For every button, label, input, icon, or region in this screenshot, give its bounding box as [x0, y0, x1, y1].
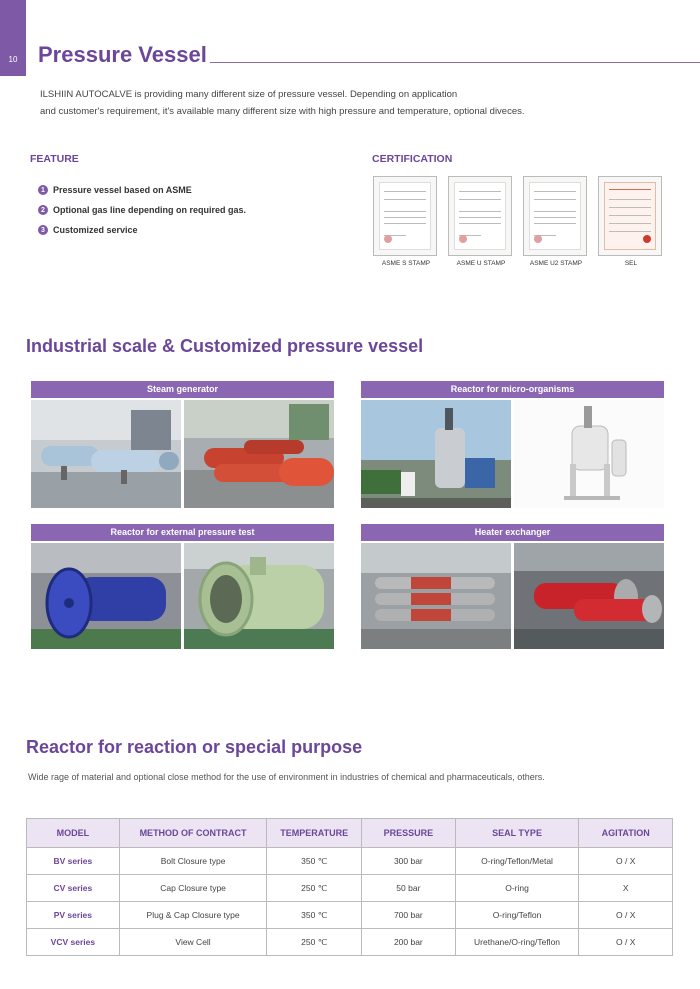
heat-exchanger-photo-2	[514, 543, 664, 649]
cell-method: Plug & Cap Closure type	[119, 902, 267, 929]
page-title: Pressure Vessel	[38, 42, 207, 67]
reactor-heading: Reactor for reaction or special purpose	[26, 737, 363, 757]
feature-item-text: Optional gas line depending on required gas.	[53, 205, 247, 215]
cell-temperature: 250 ℃	[267, 875, 362, 902]
heat-exchanger-photo-1	[361, 543, 511, 649]
micro-organism-reactor-photo-2	[514, 400, 664, 508]
cell-agitation: O / X	[579, 929, 673, 956]
certificate-image	[373, 176, 437, 256]
page-number-tab	[0, 0, 26, 76]
micro-organism-reactor-photo-1	[361, 400, 511, 508]
steam-generator-photo-2	[184, 400, 334, 508]
category-bar-reactor-micro-organisms: Reactor for micro-organisms	[361, 381, 664, 398]
cell-model: BV series	[27, 848, 120, 875]
reactor-description: Wide rage of material and optional close method for the use of environment in industries of chemical and pharmaceuticals, others.	[28, 772, 545, 782]
spec-table	[26, 818, 673, 956]
external-pressure-reactor-photo-2	[184, 543, 334, 649]
external-pressure-reactor-photo-1	[31, 543, 181, 649]
cell-seal-type: O-ring/Teflon/Metal	[455, 848, 579, 875]
cell-model: CV series	[27, 875, 120, 902]
feature-number-badge: 3	[38, 225, 48, 235]
table-row	[27, 902, 673, 929]
cell-method: Bolt Closure type	[119, 848, 267, 875]
certificate-asme-u	[448, 176, 514, 267]
cell-model: VCV series	[27, 929, 120, 956]
cell-temperature: 350 ℃	[267, 848, 362, 875]
cell-agitation: X	[579, 875, 673, 902]
steam-generator-photo-1	[31, 400, 181, 508]
column-header-temperature: TEMPERATURE	[267, 819, 362, 848]
certificate-caption: ASME U2 STAMP	[529, 260, 583, 267]
cell-method: View Cell	[119, 929, 267, 956]
cell-temperature: 250 ℃	[267, 929, 362, 956]
table-row	[27, 929, 673, 956]
feature-item	[38, 220, 246, 240]
feature-number-badge: 2	[38, 205, 48, 215]
title-rule	[210, 62, 700, 63]
cell-method: Cap Closure type	[119, 875, 267, 902]
certificate-image	[523, 176, 587, 256]
certificate-image	[598, 176, 662, 256]
certificate-caption: ASME S STAMP	[381, 260, 431, 267]
column-header-agitation: AGITATION	[579, 819, 673, 848]
certificate-caption: ASME U STAMP	[456, 260, 506, 267]
category-bar-heater-exchanger: Heater exchanger	[361, 524, 664, 541]
feature-item	[38, 200, 246, 220]
intro-line-1: ILSHIIN AUTOCALVE is providing many different size of pressure vessel. Depending on application	[40, 89, 458, 100]
category-bar-external-pressure-test: Reactor for external pressure test	[31, 524, 334, 541]
certificate-sel	[598, 176, 664, 267]
column-header-pressure: PRESSURE	[362, 819, 456, 848]
feature-item-text: Pressure vessel based on ASME	[53, 185, 192, 195]
cell-seal-type: O-ring/Teflon	[455, 902, 579, 929]
cell-pressure: 700 bar	[362, 902, 456, 929]
category-bar-steam-generator: Steam generator	[31, 381, 334, 398]
certificate-asme-s	[373, 176, 439, 267]
cell-model: PV series	[27, 902, 120, 929]
cell-pressure: 50 bar	[362, 875, 456, 902]
column-header-seal-type: SEAL TYPE	[455, 819, 579, 848]
certificate-asme-u2	[523, 176, 589, 267]
feature-list	[38, 180, 246, 240]
table-row	[27, 848, 673, 875]
feature-item	[38, 180, 246, 200]
page-number: 10	[8, 55, 18, 64]
cell-agitation: O / X	[579, 902, 673, 929]
column-header-method: METHOD OF CONTRACT	[119, 819, 267, 848]
industrial-heading: Industrial scale & Customized pressure vessel	[26, 336, 424, 356]
table-header-row	[27, 819, 673, 848]
certification-heading: CERTIFICATION	[372, 153, 453, 165]
feature-number-badge: 1	[38, 185, 48, 195]
cell-agitation: O / X	[579, 848, 673, 875]
cell-seal-type: O-ring	[455, 875, 579, 902]
certificate-image	[448, 176, 512, 256]
intro-text	[40, 86, 680, 120]
column-header-model: MODEL	[27, 819, 120, 848]
cell-pressure: 200 bar	[362, 929, 456, 956]
cell-pressure: 300 bar	[362, 848, 456, 875]
cell-temperature: 350 ℃	[267, 902, 362, 929]
intro-line-2: and customer's requirement, it's available many different size with high pressure and temperature, optional diveces.	[40, 106, 525, 117]
feature-item-text: Customized service	[53, 225, 138, 235]
cell-seal-type: Urethane/O-ring/Teflon	[455, 929, 579, 956]
certificate-caption: SEL	[624, 260, 638, 267]
table-row	[27, 875, 673, 902]
feature-heading: FEATURE	[30, 153, 79, 165]
